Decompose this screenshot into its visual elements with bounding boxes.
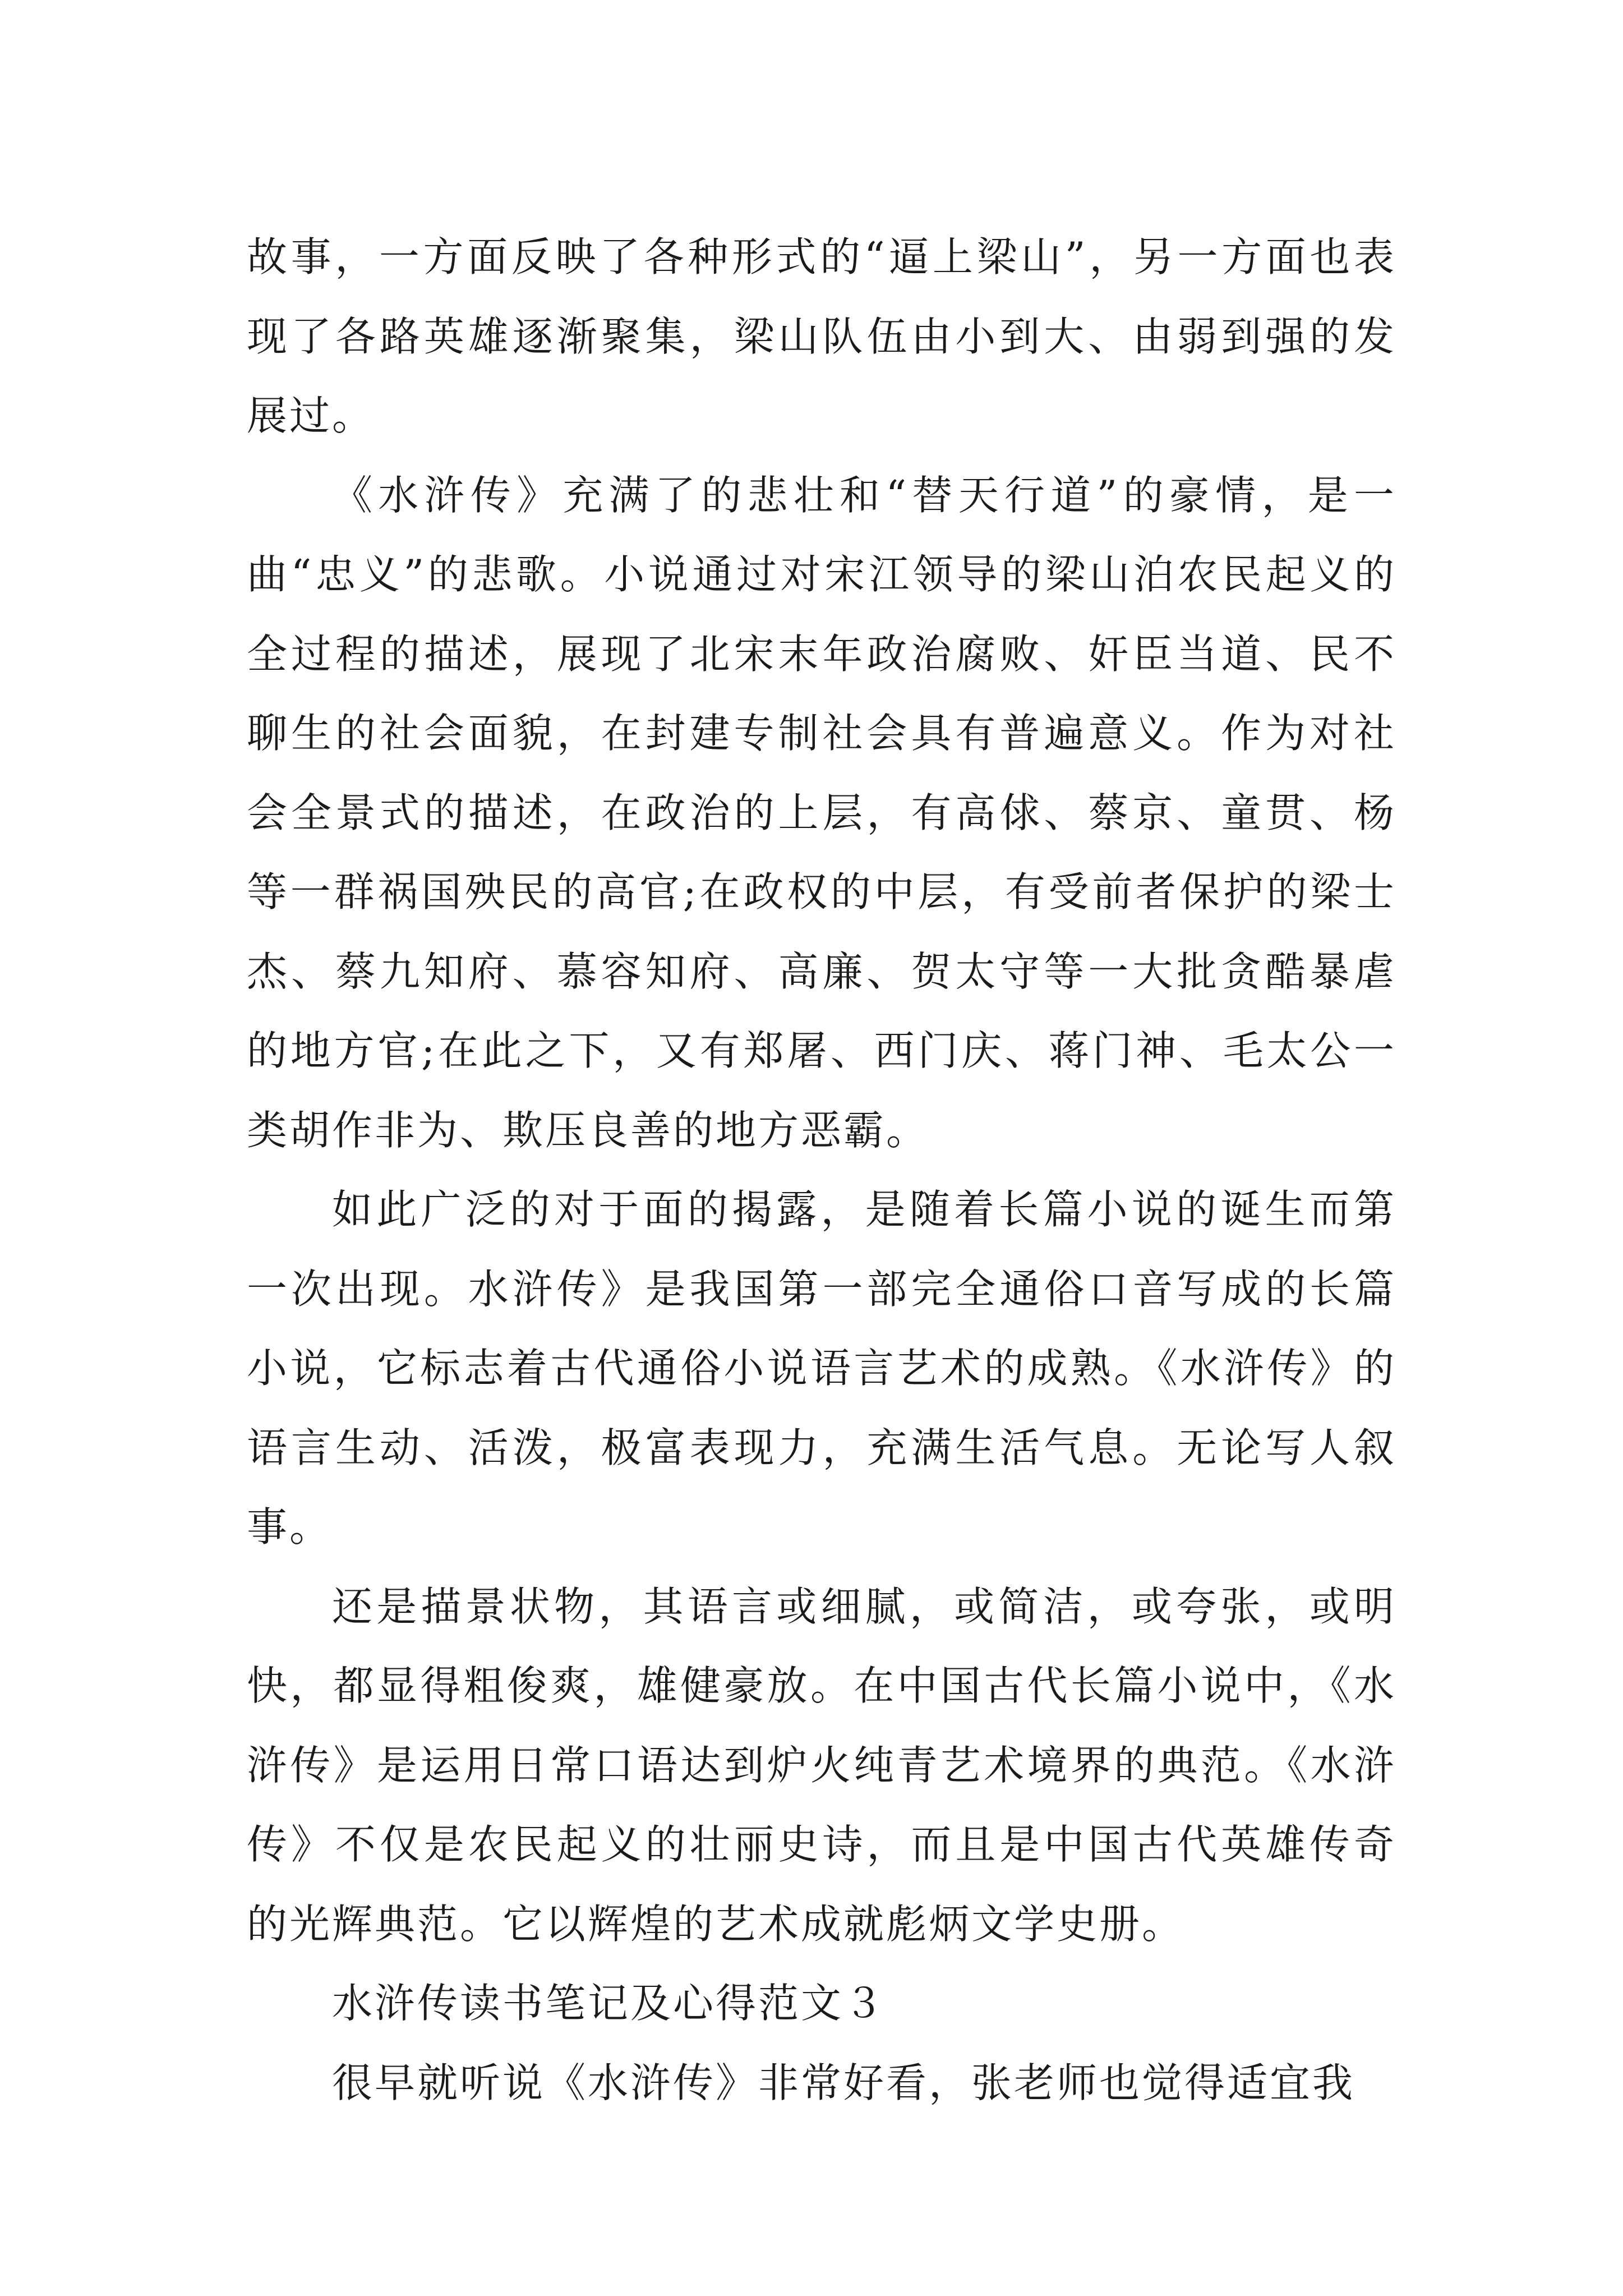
paragraph-4: 还是描景状物，其语言或细腻，或简洁，或夸张，或明快，都显得粗俊爽，雄健豪放。在中国古代长篇小说中，《水浒传》是运用日常口语达到炉火纯青艺术境界的典范。《水浒传》不仅是农民起义的壮丽史诗，而且是中国古代英雄传奇的光辉典范。它以辉煌的艺术成就彪炳文学史册。 — [247, 1582, 1396, 1948]
paragraph-2: 《水浒传》充满了的悲壮和“替天行道”的豪情，是一曲“忠义”的悲歌。小说通过对宋江领导的梁山泊农民起义的全过程的描述，展现了北宋末年政治腐败、奸臣当道、民不聊生的社会面貌，在封建专制社会具有普遍意义。作为对社会全景式的描述，在政治的上层，有高俅、蔡京、童贯、杨等一群祸国殃民的高官;在政权的中层，有受前者保护的梁士杰、蔡九知府、慕容知府、高廉、贺太守等一大批贪酷暴虐的地方官;在此之下，又有郑屠、西门庆、蒋门神、毛太公一类胡作非为、欺压良善的地方恶霸。 — [247, 471, 1396, 1154]
document-body — [247, 218, 1396, 2123]
paragraph-5: 很早就听说《水浒传》非常好看，张老师也觉得适宜我 — [332, 2059, 1355, 2106]
paragraph-1: 故事，一方面反映了各种形式的“逼上梁山”，另一方面也表现了各路英雄逐渐聚集，梁山队伍由小到大、由弱到强的发展过。 — [247, 233, 1396, 439]
section-heading: 水浒传读书笔记及心得范文３ — [332, 1980, 887, 2027]
paragraph-3: 如此广泛的对于面的揭露，是随着长篇小说的诞生而第一次出现。水浒传》是我国第一部完全通俗口音写成的长篇小说，它标志着古代通俗小说语言艺术的成熟。《水浒传》的语言生动、活泼，极富表现力，充满生活气息。无论写人叙事。 — [247, 1186, 1396, 1550]
